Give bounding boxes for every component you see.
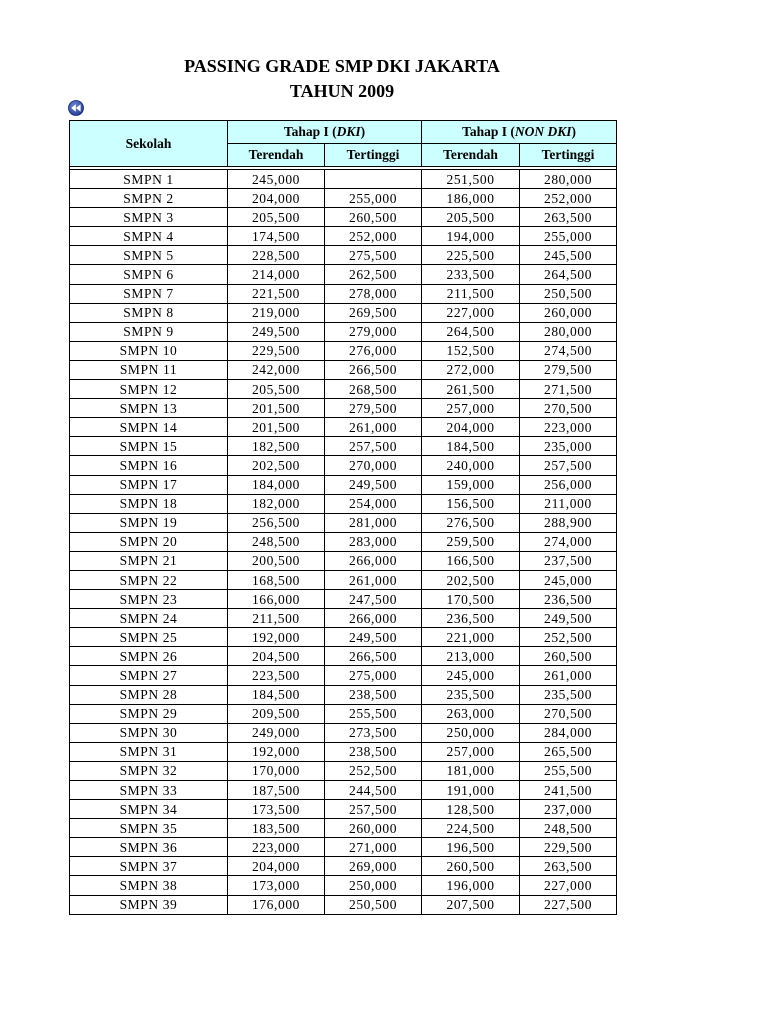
table-row bbox=[70, 761, 617, 780]
cell-dki-tertinggi: 266,500 bbox=[325, 647, 422, 666]
cell-sekolah: SMPN 33 bbox=[70, 781, 228, 800]
cell-dki-tertinggi: 261,000 bbox=[325, 570, 422, 589]
cell-dki-tertinggi: 275,000 bbox=[325, 666, 422, 685]
cell-sekolah: SMPN 22 bbox=[70, 570, 228, 589]
cell-sekolah: SMPN 4 bbox=[70, 227, 228, 246]
table-row bbox=[70, 551, 617, 570]
cell-nondki-tertinggi: 270,500 bbox=[520, 399, 617, 418]
cell-dki-tertinggi: 252,500 bbox=[325, 761, 422, 780]
cell-nondki-tertinggi: 280,000 bbox=[520, 170, 617, 189]
cell-dki-tertinggi: 269,500 bbox=[325, 303, 422, 322]
cell-nondki-terendah: 276,500 bbox=[422, 513, 520, 532]
header-tahap-non-dki-prefix: Tahap I ( bbox=[462, 124, 515, 139]
cell-dki-terendah: 166,000 bbox=[228, 590, 325, 609]
cell-dki-terendah: 242,000 bbox=[228, 360, 325, 379]
cell-sekolah: SMPN 35 bbox=[70, 819, 228, 838]
cell-dki-tertinggi: 260,000 bbox=[325, 819, 422, 838]
cell-dki-tertinggi: 266,000 bbox=[325, 609, 422, 628]
table-row bbox=[70, 628, 617, 647]
cell-dki-terendah: 184,500 bbox=[228, 685, 325, 704]
cell-dki-tertinggi: 262,500 bbox=[325, 265, 422, 284]
table-row bbox=[70, 742, 617, 761]
table-row bbox=[70, 246, 617, 265]
table-row bbox=[70, 819, 617, 838]
cell-dki-tertinggi: 266,000 bbox=[325, 551, 422, 570]
cell-dki-terendah: 192,000 bbox=[228, 742, 325, 761]
cell-dki-tertinggi: 261,000 bbox=[325, 418, 422, 437]
cell-dki-terendah: 170,000 bbox=[228, 761, 325, 780]
cell-dki-terendah: 214,000 bbox=[228, 265, 325, 284]
table-row bbox=[70, 800, 617, 819]
cell-sekolah: SMPN 6 bbox=[70, 265, 228, 284]
cell-dki-terendah: 204,000 bbox=[228, 189, 325, 208]
cell-dki-tertinggi: 254,000 bbox=[325, 494, 422, 513]
cell-nondki-tertinggi: 245,500 bbox=[520, 246, 617, 265]
cell-sekolah: SMPN 5 bbox=[70, 246, 228, 265]
cell-nondki-tertinggi: 235,000 bbox=[520, 437, 617, 456]
cell-dki-terendah: 256,500 bbox=[228, 513, 325, 532]
table-row bbox=[70, 265, 617, 284]
cell-dki-tertinggi: 269,000 bbox=[325, 857, 422, 876]
cell-sekolah: SMPN 1 bbox=[70, 170, 228, 189]
header-sekolah: Sekolah bbox=[70, 121, 228, 167]
cell-dki-terendah: 248,500 bbox=[228, 532, 325, 551]
table-row bbox=[70, 322, 617, 341]
cell-dki-tertinggi: 250,000 bbox=[325, 876, 422, 895]
table-row bbox=[70, 532, 617, 551]
cell-sekolah: SMPN 32 bbox=[70, 761, 228, 780]
cell-dki-tertinggi: 273,500 bbox=[325, 723, 422, 742]
cell-dki-terendah: 209,500 bbox=[228, 704, 325, 723]
cell-nondki-terendah: 245,000 bbox=[422, 666, 520, 685]
cell-dki-tertinggi: 252,000 bbox=[325, 227, 422, 246]
cell-dki-tertinggi: 266,500 bbox=[325, 360, 422, 379]
cell-nondki-tertinggi: 271,500 bbox=[520, 380, 617, 399]
cell-dki-tertinggi: 271,000 bbox=[325, 838, 422, 857]
cell-dki-terendah: 221,500 bbox=[228, 284, 325, 303]
cell-nondki-terendah: 257,000 bbox=[422, 742, 520, 761]
cell-nondki-terendah: 191,000 bbox=[422, 781, 520, 800]
cell-nondki-terendah: 204,000 bbox=[422, 418, 520, 437]
cell-dki-terendah: 192,000 bbox=[228, 628, 325, 647]
table-row bbox=[70, 437, 617, 456]
cell-dki-tertinggi: 276,000 bbox=[325, 341, 422, 360]
cell-sekolah: SMPN 14 bbox=[70, 418, 228, 437]
cell-sekolah: SMPN 28 bbox=[70, 685, 228, 704]
title-line-1: PASSING GRADE SMP DKI JAKARTA bbox=[184, 56, 500, 76]
cell-nondki-terendah: 257,000 bbox=[422, 399, 520, 418]
cell-sekolah: SMPN 29 bbox=[70, 704, 228, 723]
cell-nondki-tertinggi: 252,000 bbox=[520, 189, 617, 208]
table-row bbox=[70, 227, 617, 246]
cell-nondki-tertinggi: 265,500 bbox=[520, 742, 617, 761]
cell-nondki-terendah: 202,500 bbox=[422, 570, 520, 589]
cell-dki-terendah: 183,500 bbox=[228, 819, 325, 838]
table-row bbox=[70, 341, 617, 360]
cell-sekolah: SMPN 17 bbox=[70, 475, 228, 494]
cell-nondki-tertinggi: 270,500 bbox=[520, 704, 617, 723]
header-nondki-terendah: Terendah bbox=[422, 144, 520, 167]
cell-nondki-terendah: 196,500 bbox=[422, 838, 520, 857]
table-row bbox=[70, 189, 617, 208]
cell-nondki-tertinggi: 252,500 bbox=[520, 628, 617, 647]
cell-sekolah: SMPN 25 bbox=[70, 628, 228, 647]
cell-nondki-terendah: 264,500 bbox=[422, 322, 520, 341]
cell-sekolah: SMPN 21 bbox=[70, 551, 228, 570]
cell-nondki-terendah: 225,500 bbox=[422, 246, 520, 265]
cell-sekolah: SMPN 27 bbox=[70, 666, 228, 685]
table-row bbox=[70, 781, 617, 800]
cell-nondki-terendah: 224,500 bbox=[422, 819, 520, 838]
cell-dki-terendah: 187,500 bbox=[228, 781, 325, 800]
cell-nondki-tertinggi: 229,500 bbox=[520, 838, 617, 857]
table-row bbox=[70, 360, 617, 379]
cell-dki-tertinggi: 255,000 bbox=[325, 189, 422, 208]
cell-dki-tertinggi: 247,500 bbox=[325, 590, 422, 609]
cell-dki-tertinggi: 238,500 bbox=[325, 685, 422, 704]
cell-dki-tertinggi: 268,500 bbox=[325, 380, 422, 399]
rewind-icon[interactable] bbox=[68, 100, 84, 116]
cell-sekolah: SMPN 31 bbox=[70, 742, 228, 761]
cell-sekolah: SMPN 10 bbox=[70, 341, 228, 360]
cell-nondki-terendah: 211,500 bbox=[422, 284, 520, 303]
table-row bbox=[70, 857, 617, 876]
header-tahap-dki bbox=[228, 121, 422, 144]
cell-sekolah: SMPN 9 bbox=[70, 322, 228, 341]
cell-nondki-tertinggi: 260,000 bbox=[520, 303, 617, 322]
table-row bbox=[70, 590, 617, 609]
cell-nondki-tertinggi: 237,000 bbox=[520, 800, 617, 819]
cell-dki-terendah: 202,500 bbox=[228, 456, 325, 475]
cell-sekolah: SMPN 30 bbox=[70, 723, 228, 742]
cell-nondki-terendah: 235,500 bbox=[422, 685, 520, 704]
cell-nondki-tertinggi: 261,000 bbox=[520, 666, 617, 685]
table-row bbox=[70, 170, 617, 189]
cell-nondki-terendah: 227,000 bbox=[422, 303, 520, 322]
cell-sekolah: SMPN 39 bbox=[70, 895, 228, 914]
table-row bbox=[70, 456, 617, 475]
cell-dki-terendah: 205,500 bbox=[228, 380, 325, 399]
cell-nondki-tertinggi: 284,000 bbox=[520, 723, 617, 742]
header-tahap-non-dki-italic: NON DKI bbox=[514, 124, 572, 139]
cell-dki-tertinggi bbox=[325, 170, 422, 189]
cell-nondki-tertinggi: 211,000 bbox=[520, 494, 617, 513]
cell-nondki-terendah: 184,500 bbox=[422, 437, 520, 456]
cell-nondki-tertinggi: 256,000 bbox=[520, 475, 617, 494]
cell-nondki-terendah: 128,500 bbox=[422, 800, 520, 819]
cell-dki-tertinggi: 270,000 bbox=[325, 456, 422, 475]
cell-dki-terendah: 201,500 bbox=[228, 418, 325, 437]
cell-nondki-tertinggi: 260,500 bbox=[520, 647, 617, 666]
cell-nondki-terendah: 152,500 bbox=[422, 341, 520, 360]
cell-nondki-tertinggi: 257,500 bbox=[520, 456, 617, 475]
cell-nondki-terendah: 196,000 bbox=[422, 876, 520, 895]
cell-nondki-terendah: 233,500 bbox=[422, 265, 520, 284]
header-tahap-non-dki-suffix: ) bbox=[571, 124, 576, 139]
cell-sekolah: SMPN 13 bbox=[70, 399, 228, 418]
cell-dki-terendah: 249,500 bbox=[228, 322, 325, 341]
cell-nondki-terendah: 207,500 bbox=[422, 895, 520, 914]
cell-dki-tertinggi: 255,500 bbox=[325, 704, 422, 723]
table-row bbox=[70, 838, 617, 857]
cell-dki-terendah: 223,000 bbox=[228, 838, 325, 857]
cell-dki-terendah: 223,500 bbox=[228, 666, 325, 685]
cell-nondki-tertinggi: 236,500 bbox=[520, 590, 617, 609]
cell-nondki-tertinggi: 255,500 bbox=[520, 761, 617, 780]
cell-dki-terendah: 204,000 bbox=[228, 857, 325, 876]
cell-nondki-terendah: 260,500 bbox=[422, 857, 520, 876]
cell-nondki-terendah: 236,500 bbox=[422, 609, 520, 628]
cell-nondki-tertinggi: 249,500 bbox=[520, 609, 617, 628]
cell-dki-terendah: 182,000 bbox=[228, 494, 325, 513]
table-row bbox=[70, 303, 617, 322]
cell-nondki-tertinggi: 250,500 bbox=[520, 284, 617, 303]
header-nondki-tertinggi: Tertinggi bbox=[520, 144, 617, 167]
cell-sekolah: SMPN 11 bbox=[70, 360, 228, 379]
title-line-2: TAHUN 2009 bbox=[289, 81, 395, 101]
cell-nondki-terendah: 205,500 bbox=[422, 208, 520, 227]
cell-dki-tertinggi: 249,500 bbox=[325, 475, 422, 494]
cell-nondki-terendah: 194,000 bbox=[422, 227, 520, 246]
table-row bbox=[70, 685, 617, 704]
cell-sekolah: SMPN 19 bbox=[70, 513, 228, 532]
cell-nondki-terendah: 261,500 bbox=[422, 380, 520, 399]
cell-nondki-terendah: 250,000 bbox=[422, 723, 520, 742]
cell-sekolah: SMPN 2 bbox=[70, 189, 228, 208]
cell-nondki-tertinggi: 279,500 bbox=[520, 360, 617, 379]
cell-dki-tertinggi: 275,500 bbox=[325, 246, 422, 265]
cell-nondki-tertinggi: 227,000 bbox=[520, 876, 617, 895]
table-row bbox=[70, 609, 617, 628]
table-row bbox=[70, 418, 617, 437]
passing-grade-table bbox=[69, 120, 617, 915]
cell-nondki-tertinggi: 274,500 bbox=[520, 341, 617, 360]
cell-dki-tertinggi: 283,000 bbox=[325, 532, 422, 551]
cell-sekolah: SMPN 37 bbox=[70, 857, 228, 876]
cell-dki-terendah: 229,500 bbox=[228, 341, 325, 360]
cell-nondki-tertinggi: 263,500 bbox=[520, 208, 617, 227]
cell-nondki-tertinggi: 280,000 bbox=[520, 322, 617, 341]
table-body bbox=[70, 170, 617, 915]
cell-nondki-terendah: 159,000 bbox=[422, 475, 520, 494]
cell-nondki-tertinggi: 235,500 bbox=[520, 685, 617, 704]
table-row bbox=[70, 513, 617, 532]
cell-sekolah: SMPN 3 bbox=[70, 208, 228, 227]
cell-dki-terendah: 249,000 bbox=[228, 723, 325, 742]
cell-dki-terendah: 228,500 bbox=[228, 246, 325, 265]
cell-dki-terendah: 176,000 bbox=[228, 895, 325, 914]
cell-dki-tertinggi: 279,000 bbox=[325, 322, 422, 341]
cell-nondki-tertinggi: 248,500 bbox=[520, 819, 617, 838]
cell-nondki-tertinggi: 288,900 bbox=[520, 513, 617, 532]
cell-sekolah: SMPN 12 bbox=[70, 380, 228, 399]
cell-dki-terendah: 200,500 bbox=[228, 551, 325, 570]
cell-sekolah: SMPN 38 bbox=[70, 876, 228, 895]
table-row bbox=[70, 570, 617, 589]
cell-dki-tertinggi: 279,500 bbox=[325, 399, 422, 418]
cell-nondki-tertinggi: 264,500 bbox=[520, 265, 617, 284]
header-tahap-dki-suffix: ) bbox=[360, 124, 366, 139]
header-dki-tertinggi: Tertinggi bbox=[325, 144, 422, 167]
cell-sekolah: SMPN 36 bbox=[70, 838, 228, 857]
cell-dki-terendah: 174,500 bbox=[228, 227, 325, 246]
header-dki-terendah: Terendah bbox=[228, 144, 325, 167]
table-row bbox=[70, 704, 617, 723]
cell-nondki-terendah: 272,000 bbox=[422, 360, 520, 379]
cell-nondki-tertinggi: 245,000 bbox=[520, 570, 617, 589]
cell-dki-tertinggi: 238,500 bbox=[325, 742, 422, 761]
table-row bbox=[70, 494, 617, 513]
cell-nondki-terendah: 251,500 bbox=[422, 170, 520, 189]
cell-dki-tertinggi: 260,500 bbox=[325, 208, 422, 227]
cell-sekolah: SMPN 16 bbox=[70, 456, 228, 475]
cell-sekolah: SMPN 18 bbox=[70, 494, 228, 513]
cell-nondki-tertinggi: 237,500 bbox=[520, 551, 617, 570]
cell-nondki-terendah: 156,500 bbox=[422, 494, 520, 513]
cell-nondki-terendah: 213,000 bbox=[422, 647, 520, 666]
cell-dki-tertinggi: 250,500 bbox=[325, 895, 422, 914]
header-tahap-dki-prefix: Tahap I ( bbox=[283, 124, 337, 139]
cell-sekolah: SMPN 20 bbox=[70, 532, 228, 551]
cell-sekolah: SMPN 26 bbox=[70, 647, 228, 666]
cell-dki-terendah: 201,500 bbox=[228, 399, 325, 418]
cell-nondki-tertinggi: 274,000 bbox=[520, 532, 617, 551]
cell-dki-terendah: 211,500 bbox=[228, 609, 325, 628]
cell-nondki-terendah: 221,000 bbox=[422, 628, 520, 647]
cell-nondki-tertinggi: 223,000 bbox=[520, 418, 617, 437]
table-row bbox=[70, 208, 617, 227]
cell-sekolah: SMPN 7 bbox=[70, 284, 228, 303]
cell-sekolah: SMPN 8 bbox=[70, 303, 228, 322]
cell-nondki-tertinggi: 227,500 bbox=[520, 895, 617, 914]
cell-sekolah: SMPN 34 bbox=[70, 800, 228, 819]
cell-dki-terendah: 245,000 bbox=[228, 170, 325, 189]
cell-sekolah: SMPN 23 bbox=[70, 590, 228, 609]
cell-dki-tertinggi: 257,500 bbox=[325, 800, 422, 819]
cell-dki-tertinggi: 249,500 bbox=[325, 628, 422, 647]
cell-dki-tertinggi: 257,500 bbox=[325, 437, 422, 456]
cell-nondki-terendah: 263,000 bbox=[422, 704, 520, 723]
cell-nondki-terendah: 186,000 bbox=[422, 189, 520, 208]
header-tahap-dki-italic: DKI bbox=[336, 124, 361, 139]
cell-dki-terendah: 205,500 bbox=[228, 208, 325, 227]
cell-dki-terendah: 173,000 bbox=[228, 876, 325, 895]
cell-dki-terendah: 219,000 bbox=[228, 303, 325, 322]
cell-nondki-terendah: 170,500 bbox=[422, 590, 520, 609]
cell-dki-terendah: 182,500 bbox=[228, 437, 325, 456]
cell-dki-tertinggi: 278,000 bbox=[325, 284, 422, 303]
table-row bbox=[70, 876, 617, 895]
table-row bbox=[70, 647, 617, 666]
page-title bbox=[0, 54, 684, 104]
table-row bbox=[70, 380, 617, 399]
cell-nondki-tertinggi: 255,000 bbox=[520, 227, 617, 246]
table-row bbox=[70, 895, 617, 914]
cell-nondki-terendah: 259,500 bbox=[422, 532, 520, 551]
cell-sekolah: SMPN 24 bbox=[70, 609, 228, 628]
table-row bbox=[70, 475, 617, 494]
header-tahap-non-dki bbox=[422, 121, 617, 144]
cell-dki-tertinggi: 281,000 bbox=[325, 513, 422, 532]
table-row bbox=[70, 666, 617, 685]
cell-dki-terendah: 168,500 bbox=[228, 570, 325, 589]
cell-nondki-tertinggi: 263,500 bbox=[520, 857, 617, 876]
table-row bbox=[70, 284, 617, 303]
table-row bbox=[70, 399, 617, 418]
cell-sekolah: SMPN 15 bbox=[70, 437, 228, 456]
cell-dki-tertinggi: 244,500 bbox=[325, 781, 422, 800]
cell-nondki-tertinggi: 241,500 bbox=[520, 781, 617, 800]
cell-nondki-terendah: 240,000 bbox=[422, 456, 520, 475]
cell-dki-terendah: 204,500 bbox=[228, 647, 325, 666]
cell-dki-terendah: 173,500 bbox=[228, 800, 325, 819]
cell-nondki-terendah: 166,500 bbox=[422, 551, 520, 570]
cell-dki-terendah: 184,000 bbox=[228, 475, 325, 494]
table-row bbox=[70, 723, 617, 742]
cell-nondki-terendah: 181,000 bbox=[422, 761, 520, 780]
